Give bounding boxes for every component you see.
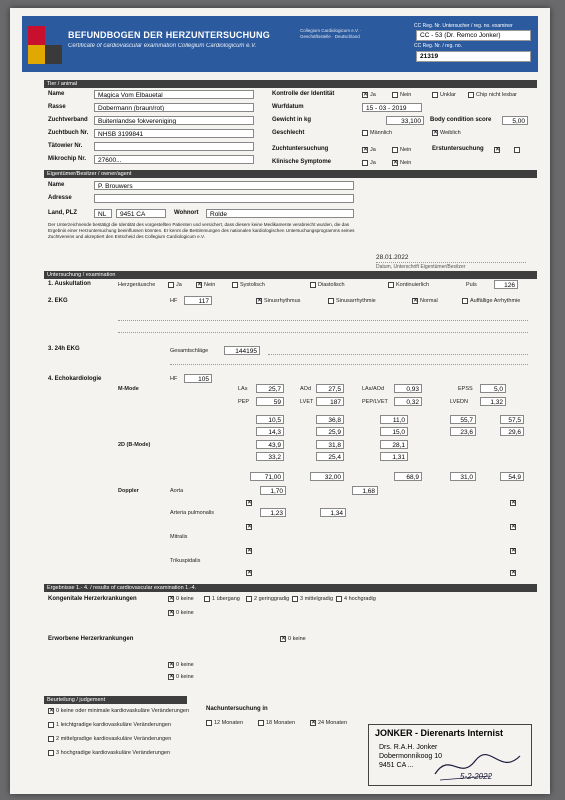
label-owner-name: Name <box>48 182 65 188</box>
aorta-none-checkbox[interactable] <box>246 500 252 506</box>
dcm-none-checkbox[interactable] <box>280 636 286 642</box>
ekg-detail-line <box>118 320 528 321</box>
sex-male-checkbox[interactable] <box>362 130 368 136</box>
weight-field[interactable]: 33,100 <box>386 116 424 125</box>
label-country: Land, PLZ <box>48 210 77 216</box>
identity-yes-checkbox[interactable] <box>362 92 368 98</box>
chip-field[interactable]: 27600... <box>94 155 254 164</box>
judgement-3-checkbox[interactable] <box>48 750 54 756</box>
pulmonary-morph-no-checkbox[interactable] <box>510 524 516 530</box>
lvvs-field[interactable]: 32,00 <box>310 472 344 481</box>
followup-24-label: 24 Monaten <box>318 720 348 726</box>
label-owner-address: Adresse <box>48 195 72 201</box>
la-ao-label: LAs/AOd <box>362 386 385 392</box>
section-owner: Eigentümer/Besitzer / owner/agent <box>44 170 537 178</box>
judgement-0-checkbox[interactable] <box>48 708 54 714</box>
pulmonary-none-checkbox[interactable] <box>246 524 252 530</box>
lvwd-field[interactable]: 11,0 <box>380 415 408 424</box>
ef-field[interactable]: 57,5 <box>500 415 524 424</box>
tricuspid-morph-no-checkbox[interactable] <box>510 570 516 576</box>
chip-unreadable-label: Chip nicht lesbar <box>476 92 517 98</box>
form-subtitle: Certificate of cardiovascular examination Collegium Cardiologicum e.V. <box>68 43 257 49</box>
sex-female-checkbox[interactable] <box>432 130 438 136</box>
la-ao-2d-field[interactable]: 1,31 <box>380 452 408 461</box>
sinus-rhythm-label: Sinusrhythmus <box>264 298 301 304</box>
aortic-stenosis-1-label: 1 übergang <box>212 596 240 602</box>
country-field[interactable]: NL <box>94 209 112 218</box>
sinus-rhythm-checkbox[interactable] <box>256 298 262 304</box>
echo-heading: 4. Echokardiologie <box>48 376 102 382</box>
label-symptoms: Klinische Symptome <box>272 159 332 165</box>
identity-yes-label: Ja <box>370 92 376 98</box>
mitral-disease-none-label: 0 keine <box>176 662 194 668</box>
identity-no-label: Nein <box>400 92 412 98</box>
breeding-exam-no-checkbox[interactable] <box>392 147 398 153</box>
pulmonary-velocity-field[interactable]: 1,23 <box>260 508 286 517</box>
ekg-abnormal-checkbox[interactable] <box>462 298 468 304</box>
mmode-label: M-Mode <box>118 386 139 392</box>
doppler-label: Doppler <box>118 488 139 494</box>
bmode-label: 2D (B-Mode) <box>118 442 151 448</box>
collegium-logo-icon <box>28 26 62 64</box>
studbook-field[interactable]: NHSB 3199841 <box>94 129 254 138</box>
judgement-3-label: 3 hochgradige kardiovaskuläre Veränderungen <box>56 750 171 756</box>
label-club: Zuchtverband <box>48 117 88 123</box>
aortic-stenosis-3-checkbox[interactable] <box>292 596 298 602</box>
pulmonary-artery-label: Arteria pulmonalis <box>170 510 215 516</box>
section-results: Ergebnisse 1.- 4. / results of cardiovascular examination 1.-4. <box>44 584 537 592</box>
breeding-exam-yes-checkbox[interactable] <box>362 147 368 153</box>
mitral-disease-none-checkbox[interactable] <box>168 662 174 668</box>
followup-18-checkbox[interactable] <box>258 720 264 726</box>
fs-field[interactable]: 29,6 <box>500 427 524 436</box>
stamp-line-1: Drs. R.A.H. Jonker <box>379 744 438 751</box>
epss-field[interactable]: 5,0 <box>480 384 506 393</box>
ekg-normal-checkbox[interactable] <box>412 298 418 304</box>
identity-unclear-checkbox[interactable] <box>432 92 438 98</box>
ra-2d-field[interactable]: 31,8 <box>316 440 344 449</box>
diastolic-label: Diastolisch <box>318 282 345 288</box>
aortic-stenosis-none-label: 0 keine <box>176 596 194 602</box>
section-animal: Tier / animal <box>44 80 537 88</box>
diastolic-checkbox[interactable] <box>310 282 316 288</box>
pulse-field[interactable]: 126 <box>494 280 518 289</box>
followup-heading: Nachuntersuchung in <box>206 706 268 712</box>
section-judgement: Beurteilung / judgement <box>44 696 187 704</box>
sinus-arrhythmia-label: Sinusarrhythmie <box>336 298 376 304</box>
mitral-none-checkbox[interactable] <box>246 548 252 554</box>
label-first-exam: Erstuntersuchung <box>432 146 484 152</box>
aortic-stenosis-4-checkbox[interactable] <box>336 596 342 602</box>
aorta-label: Aorta <box>170 488 184 494</box>
examiner-field[interactable]: CC - 53 (Dr. Remco Jonker) <box>416 30 531 41</box>
label-breed: Rasse <box>48 104 66 110</box>
aod-field[interactable]: 27,5 <box>316 384 344 393</box>
auscultation-heading: 1. Auskultation <box>48 281 91 287</box>
label-dob: Wurfdatum <box>272 104 304 110</box>
symptoms-yes-checkbox[interactable] <box>362 160 368 166</box>
continuous-label: Kontinuierlich <box>396 282 430 288</box>
rvdd-field[interactable]: 28,1 <box>380 440 408 449</box>
breed-field[interactable]: Dobermann (braun/rot) <box>94 103 254 112</box>
lvidd-field[interactable]: 36,8 <box>316 415 344 424</box>
owner-sign-caption: Datum, Unterschrift Eigentümer/Besitzer <box>376 264 466 270</box>
la-2d-field[interactable]: 43,9 <box>256 440 284 449</box>
tricuspid-disease-none-checkbox[interactable] <box>168 674 174 680</box>
ekg-other-line <box>118 332 528 333</box>
dob-field[interactable]: 15 - 03 - 2019 <box>362 103 422 112</box>
followup-12-checkbox[interactable] <box>206 720 212 726</box>
sex-female-label: Weiblich <box>440 130 461 136</box>
systolic-label: Systolisch <box>240 282 265 288</box>
murmur-yes-label: Ja <box>176 282 182 288</box>
owner-sign-line <box>376 262 526 263</box>
las-label: LAs <box>238 386 248 392</box>
sex-male-label: Männlich <box>370 130 393 136</box>
identity-unclear-label: Unklar <box>440 92 456 98</box>
certificate-page <box>10 8 550 794</box>
holter-total-field[interactable]: 144195 <box>224 346 260 355</box>
section-examination: Untersuchung / examination <box>44 271 537 279</box>
edv-2d-field[interactable]: 68,9 <box>394 472 422 481</box>
owner-declaration: Der Unterzeichnende bestätigt die Identität des vorgestellten Patienten und versichert, dass diesem keine Medikamente verabreicht wurden, die das Ergebnis einer Herzuntersuchung beeinflussen könnten. Er kennt die Bestimmungen des nationalen kardiologischen Untersuchungsprogramms seines Zuchtvereins und akzeptiert den Entscheid des Collegium Cardiologicum e.V. <box>48 222 355 239</box>
lvids-field[interactable]: 25,9 <box>316 427 344 436</box>
ekg-normal-label: Normal <box>420 298 438 304</box>
esv-2d-field[interactable]: 31,0 <box>450 472 476 481</box>
congenital-heading: Kongenitale Herzerkrankungen <box>48 596 137 602</box>
ekg-hr-field[interactable]: 117 <box>184 296 212 305</box>
lvws-field[interactable]: 15,0 <box>380 427 408 436</box>
ivsd-field[interactable]: 10,5 <box>256 415 284 424</box>
ekg-abnormal-label: Auffällige Arrhythmie <box>470 298 521 304</box>
reg-number-field[interactable]: 21319 <box>416 51 531 62</box>
label-sex: Geschlecht <box>272 130 305 136</box>
first-exam-yes-checkbox[interactable] <box>494 147 500 153</box>
ivss-field[interactable]: 14,3 <box>256 427 284 436</box>
label-city: Wohnort <box>174 210 199 216</box>
pulmonic-stenosis-none-label: 0 keine <box>176 610 194 616</box>
epss-label: EPSS <box>458 386 473 392</box>
lvedn-label: LVEDN <box>450 399 468 405</box>
tattoo-field[interactable] <box>94 142 254 151</box>
stamp-line-3: 9451 CA ... <box>379 762 414 769</box>
judgement-1-checkbox[interactable] <box>48 722 54 728</box>
reg-label-examiner: CC Reg. Nr. Untersucher / reg. no. examiner <box>414 23 513 29</box>
breeding-exam-yes-label: Ja <box>370 147 376 153</box>
aortic-stenosis-1-checkbox[interactable] <box>204 596 210 602</box>
chip-unreadable-checkbox[interactable] <box>468 92 474 98</box>
label-identity: Kontrolle der Identität <box>272 91 335 97</box>
label-chip: Mikrochip Nr. <box>48 156 87 162</box>
aod-label: AOd <box>300 386 312 392</box>
aortic-stenosis-2-checkbox[interactable] <box>246 596 252 602</box>
zip-field[interactable]: 9451 CA <box>116 209 166 218</box>
pep-label: PEP <box>238 399 250 405</box>
acquired-heading: Erworbene Herzerkrankungen <box>48 636 134 642</box>
pep-lvet-label: PEP/LVET <box>362 399 388 405</box>
murmur-no-checkbox[interactable] <box>196 282 202 288</box>
echo-hr-field[interactable]: 105 <box>184 374 212 383</box>
aorta-morph-no-checkbox[interactable] <box>510 500 516 506</box>
aortic-stenosis-none-checkbox[interactable] <box>168 596 174 602</box>
ekg-heading: 2. EKG <box>48 298 68 304</box>
label-tattoo: Tätowier Nr. <box>48 143 83 149</box>
edv-field[interactable]: 55,7 <box>450 415 476 424</box>
judgement-2-label: 2 mittelgradige kardiovaskuläre Veränderungen <box>56 736 172 742</box>
judgement-0-label: 0 keine oder minimale kardiovaskuläre Veränderungen <box>56 708 189 714</box>
judgement-1-label: 1 leichtgradige kardiovaskuläre Veränderungen <box>56 722 171 728</box>
city-field[interactable]: Rolde <box>206 209 354 218</box>
lvet-label: LVET <box>300 399 314 405</box>
label-studbook: Zuchtbuch Nr. <box>48 130 89 136</box>
label-name: Name <box>48 91 65 97</box>
identity-no-checkbox[interactable] <box>392 92 398 98</box>
parasternal-velocity-field[interactable]: 1,68 <box>352 486 378 495</box>
lvet-field[interactable]: 187 <box>316 397 344 406</box>
aortic-stenosis-4-label: 4 hochgradig <box>344 596 376 602</box>
systolic-checkbox[interactable] <box>232 282 238 288</box>
first-exam-no-checkbox[interactable] <box>514 147 520 153</box>
holter-heading: 3. 24h EKG <box>48 346 80 352</box>
continuous-checkbox[interactable] <box>388 282 394 288</box>
ef-2d-field[interactable]: 54,9 <box>500 472 524 481</box>
symptoms-no-checkbox[interactable] <box>392 160 398 166</box>
holter-other-line <box>170 364 528 365</box>
aortic-stenosis-3-label: 3 mittelgradig <box>300 596 334 602</box>
animal-name-field[interactable]: Magica Vom Elbauetal <box>94 90 254 99</box>
owner-address-field[interactable] <box>94 194 354 203</box>
header-banner <box>22 16 538 72</box>
murmur-yes-checkbox[interactable] <box>168 282 174 288</box>
lvedn-field[interactable]: 1,32 <box>480 397 506 406</box>
holter-total-label: Gesamtschläge <box>170 348 209 354</box>
followup-12-label: 12 Monaten <box>214 720 244 726</box>
followup-24-checkbox[interactable] <box>310 720 316 726</box>
las-field[interactable]: 25,7 <box>256 384 284 393</box>
aorta-velocity-field[interactable]: 1,70 <box>260 486 286 495</box>
sinus-arrhythmia-checkbox[interactable] <box>328 298 334 304</box>
mitral-morph-no-checkbox[interactable] <box>510 548 516 554</box>
tricuspid-disease-none-label: 0 keine <box>176 674 194 680</box>
tricuspid-none-checkbox[interactable] <box>246 570 252 576</box>
label-weight: Gewicht in kg <box>272 117 312 123</box>
label-bcs: Body condition score <box>430 117 492 123</box>
owner-name-field[interactable]: P. Brouwers <box>94 181 354 190</box>
la-short-axis-field[interactable]: 33,2 <box>256 452 284 461</box>
owner-sign-date[interactable]: 28.01.2022 <box>376 254 409 261</box>
dcm-none-label: 0 keine <box>288 636 306 642</box>
pep-lvet-field[interactable]: 0,32 <box>394 397 422 406</box>
tricuspid-label: Trikuspidalis <box>170 558 201 564</box>
symptoms-no-label: Nein <box>400 160 412 166</box>
bcs-field[interactable]: 5,00 <box>502 116 528 125</box>
mitral-label: Mitralis <box>170 534 188 540</box>
ao-2d-field[interactable]: 25,4 <box>316 452 344 461</box>
holter-vpc-line <box>268 354 528 355</box>
aortic-stenosis-2-label: 2 geringgradig <box>254 596 290 602</box>
ekg-hr-label: HF <box>170 298 178 304</box>
murmur-label: Herzgeräusche <box>118 282 156 288</box>
form-title: BEFUNDBOGEN DER HERZUNTERSUCHUNG <box>68 30 270 40</box>
label-breeding-exam: Zuchtuntersuchung <box>272 146 329 152</box>
judgement-2-checkbox[interactable] <box>48 736 54 742</box>
breeding-exam-no-label: Nein <box>400 147 412 153</box>
pulmonic-stenosis-none-checkbox[interactable] <box>168 610 174 616</box>
stamp-line-2: Dobermonnikoog 10 <box>379 753 443 760</box>
reg-label-number: CC Reg. Nr. / reg. no. <box>414 43 463 49</box>
lvvd-field[interactable]: 71,00 <box>250 472 284 481</box>
club-field[interactable]: Buitenlandse fokvereniging <box>94 116 254 125</box>
symptoms-yes-label: Ja <box>370 160 376 166</box>
signature-date: 5-2-2022 <box>460 772 493 781</box>
murmur-no-label: Nein <box>204 282 216 288</box>
pulmonary-velocity-right-field[interactable]: 1,34 <box>320 508 346 517</box>
followup-18-label: 18 Monaten <box>266 720 296 726</box>
stamp-practice-name: JONKER - Dierenarts Internist <box>375 728 504 738</box>
header-address: Collegium Cardiologicum e.V. · Geschäftsstelle · Deutschland <box>300 28 362 39</box>
echo-hr-label: HF <box>170 376 178 382</box>
pulse-label: Puls <box>466 282 477 288</box>
la-ao-field[interactable]: 0,93 <box>394 384 422 393</box>
esv-field[interactable]: 23,6 <box>450 427 476 436</box>
pep-field[interactable]: 59 <box>256 397 284 406</box>
